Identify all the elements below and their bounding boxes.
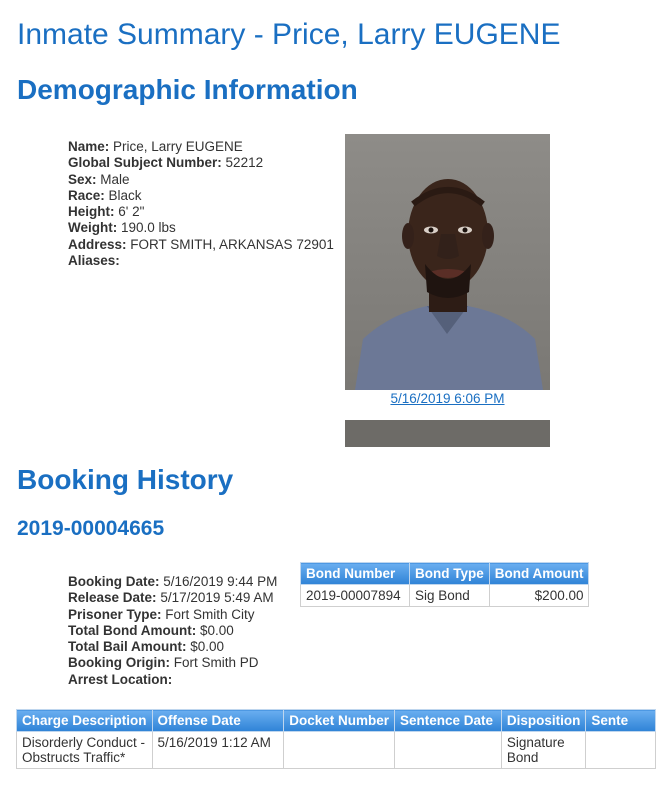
- table-cell: $200.00: [489, 585, 589, 607]
- column-header: Sentence Date: [395, 710, 502, 732]
- field-arrest-location: Arrest Location:: [68, 671, 173, 687]
- field-value: 6' 2": [118, 204, 145, 220]
- booking-history-heading: Booking History: [17, 464, 234, 495]
- column-header: Docket Number: [284, 710, 395, 732]
- field-value: Fort Smith City: [165, 606, 255, 622]
- field-value: FORT SMITH, ARKANSAS 72901: [130, 236, 334, 252]
- table-row: [301, 585, 589, 607]
- field-value: 190.0 lbs: [121, 220, 176, 236]
- table-cell: Disorderly Conduct - Obstructs Traffic*: [17, 732, 153, 769]
- table-cell: [395, 732, 502, 769]
- table-row: [17, 732, 656, 769]
- bond-table-header: [301, 563, 589, 585]
- field-value: 52212: [225, 155, 264, 171]
- field-aliases: Aliases:: [68, 253, 120, 269]
- field-sex: Sex: Male: [68, 171, 130, 187]
- demographic-info: [68, 139, 334, 269]
- field-height: Height: 6' 2": [68, 204, 145, 220]
- demographic-heading: Demographic Information: [17, 74, 358, 105]
- column-header: Sente: [586, 710, 656, 732]
- field-prisoner-type: Prisoner Type: Fort Smith City: [68, 606, 255, 622]
- field-value: Fort Smith PD: [173, 655, 259, 671]
- field-booking-origin: Booking Origin: Fort Smith PD: [68, 655, 259, 671]
- field-global-subject-number: Global Subject Number: 52212: [68, 155, 264, 171]
- field-value: Price, Larry EUGENE: [113, 139, 243, 154]
- field-address: Address: FORT SMITH, ARKANSAS 72901: [68, 236, 334, 252]
- page-title: Inmate Summary - Price, Larry EUGENE: [17, 18, 561, 51]
- mugshot-photo: [345, 134, 550, 390]
- table-cell: Signature Bond: [501, 732, 586, 769]
- field-name: Name: Price, Larry EUGENE: [68, 139, 243, 154]
- field-value: Black: [108, 187, 142, 203]
- table-cell: Sig Bond: [410, 585, 490, 607]
- field-total-bail-amount: Total Bail Amount: $0.00: [68, 639, 225, 655]
- mugshot-image: [345, 134, 550, 390]
- charge-table: [16, 709, 629, 769]
- column-header: Bond Type: [410, 563, 490, 585]
- column-header: Charge Description: [17, 710, 153, 732]
- column-header: Disposition: [501, 710, 586, 732]
- table-cell: 5/16/2019 1:12 AM: [152, 732, 284, 769]
- booking-info: [68, 574, 277, 688]
- field-value: $0.00: [190, 639, 225, 655]
- photo-date-link[interactable]: 5/16/2019 6:06 PM: [390, 391, 505, 406]
- field-total-bond-amount: Total Bond Amount: $0.00: [68, 622, 234, 638]
- field-booking-date: Booking Date: 5/16/2019 9:44 PM: [68, 574, 278, 589]
- table-cell: [284, 732, 395, 769]
- field-value: 5/16/2019 9:44 PM: [163, 574, 278, 589]
- field-release-date: Release Date: 5/17/2019 5:49 AM: [68, 590, 274, 606]
- field-value: $0.00: [199, 622, 234, 638]
- bond-table: [300, 562, 589, 607]
- column-header: Bond Amount: [489, 563, 589, 585]
- column-header: Offense Date: [152, 710, 284, 732]
- photo-caption-bar: [345, 420, 550, 447]
- field-value: Male: [100, 171, 130, 187]
- field-value: 5/17/2019 5:49 AM: [160, 590, 274, 606]
- table-cell: [586, 732, 656, 769]
- field-weight: Weight: 190.0 lbs: [68, 220, 176, 236]
- charge-table-header: [17, 710, 656, 732]
- column-header: Bond Number: [301, 563, 410, 585]
- table-cell: 2019-00007894: [301, 585, 410, 607]
- field-race: Race: Black: [68, 187, 142, 203]
- booking-number: 2019-00004665: [17, 517, 165, 540]
